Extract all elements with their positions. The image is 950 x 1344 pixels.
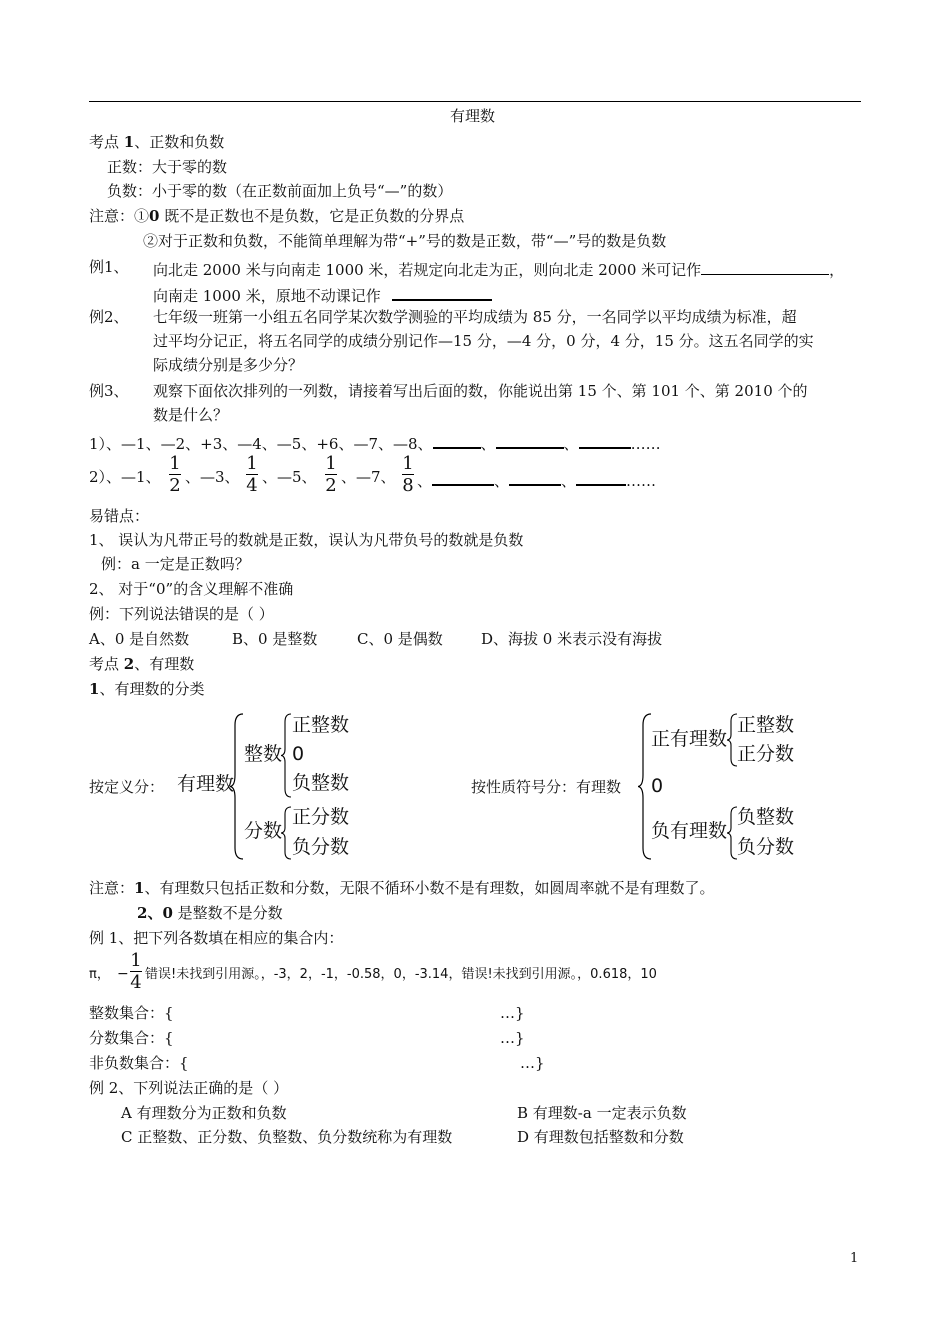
sets-example-heading: 例 1、把下列各数填在相应的集合内： — [89, 929, 344, 947]
fraction-set: 分数集合：{ — [89, 1029, 174, 1047]
choice-b: B 有理数-a 一定表示负数 — [517, 1104, 687, 1122]
sequence-2-sep: 、—5、 — [262, 468, 317, 486]
fraction-half: 1 2 — [325, 453, 337, 496]
note-sign: ②对于正数和负数，不能简单理解为带“+”号的数是正数，带“—”号的数是负数 — [143, 232, 667, 250]
rational-note-1: 注意：1、有理数只包括正数和分数，无限不循环小数不是有理数，如圆周率就不是有理数了。 — [89, 879, 715, 897]
class-def-zero: 0 — [292, 743, 305, 765]
errors-heading: 易错点： — [89, 507, 150, 525]
answer-blank[interactable] — [579, 433, 631, 449]
example-2-line1: 七年级一班第一小组五名同学某次数学测验的平均成绩为 85 分，一名同学以平均成绩为标准，超 — [153, 308, 797, 326]
nonnegative-set: 非负数集合：{ — [89, 1054, 189, 1072]
sequence-1: 1）、—1、—2、+3、—4、—5、+6、—7、—8、 、 、 …… — [89, 435, 661, 453]
class-sign-negative: 负有理数 — [651, 820, 728, 842]
example-1-line2: 向南走 1000 米，原地不动课记作 — [153, 285, 492, 304]
number-list: 错误!未找到引用源。，-3，2，-1，-0.58，0，-3.14，错误!未找到引用源。，0.618，10 — [145, 967, 657, 982]
class-def-label: 按定义分： — [89, 778, 165, 796]
error-2: 2、 对于“0”的含义理解不准确 — [89, 580, 294, 598]
note-zero: 注意：①0 既不是正数也不是负数，它是正负数的分界点 — [89, 207, 465, 225]
pi-symbol: π， — [89, 967, 110, 982]
answer-blank[interactable] — [433, 433, 481, 449]
page-number: 1 — [850, 1251, 859, 1266]
fraction-set-close: …} — [500, 1029, 525, 1047]
class-sign-neg-frac: 负分数 — [737, 836, 795, 858]
rational-note-2: 2、0 是整数不是分数 — [137, 904, 283, 922]
option-c: C、0 是偶数 — [357, 630, 443, 648]
integer-set-close: …} — [500, 1004, 525, 1022]
option-a: A、0 是自然数 — [89, 630, 190, 648]
class-def-neg-frac: 负分数 — [292, 836, 350, 858]
class-def-integer: 整数 — [244, 743, 283, 765]
example-1-label: 例1、 — [89, 258, 129, 276]
positive-definition: 正数：大于零的数 — [107, 158, 228, 176]
class-def-pos-frac: 正分数 — [292, 806, 350, 828]
answer-blank[interactable] — [701, 260, 829, 275]
error-2-example: 例：下列说法错误的是（ ） — [89, 605, 274, 623]
correct-example-heading: 例 2、下列说法正确的是（ ） — [89, 1079, 289, 1097]
integer-set: 整数集合：{ — [89, 1004, 174, 1022]
example-3-line1: 观察下面依次排列的一列数，请接着写出后面的数，你能说出第 15 个、第 101 个、第 2010 个的 — [153, 382, 808, 400]
choice-c: C 正整数、正分数、负整数、负分数统称为有理数 — [121, 1128, 453, 1146]
header-rule — [89, 101, 861, 102]
class-sign-pos-frac: 正分数 — [737, 743, 795, 765]
class-def-pos-int: 正整数 — [292, 714, 350, 736]
fraction-quarter: 1 4 — [246, 453, 258, 496]
answer-blank[interactable] — [392, 285, 492, 301]
section-2-heading: 考点 2、有理数 — [89, 655, 195, 673]
page-title: 有理数 — [450, 107, 496, 125]
option-d: D、海拔 0 米表示没有海拔 — [481, 630, 663, 648]
example-3-label: 例3、 — [89, 382, 129, 400]
section-1-heading: 考点 1、正数和负数 — [89, 133, 225, 151]
class-sign-pos-int: 正整数 — [737, 714, 795, 736]
sequence-2-blanks: 、 、 、 …… — [417, 472, 657, 490]
fraction-eighth: 1 8 — [402, 453, 414, 496]
sequence-2-sep: 、—3、 — [185, 468, 240, 486]
class-def-neg-int: 负整数 — [292, 772, 350, 794]
choice-a: A 有理数分为正数和负数 — [121, 1104, 287, 1122]
example-3-line2: 数是什么？ — [153, 406, 229, 424]
example-2-line2: 过平均分记正，将五名同学的成绩分别记作—15 分，—4 分，0 分，4 分，15 分。这五名同学的实 — [153, 332, 814, 350]
class-def-fraction: 分数 — [244, 820, 283, 842]
example-2-line3: 际成绩分别是多少分？ — [153, 356, 304, 374]
answer-blank[interactable] — [496, 433, 564, 449]
error-1: 1、 误认为凡带正号的数就是正数，误认为凡带负号的数就是负数 — [89, 531, 524, 549]
class-sign-zero: 0 — [651, 775, 664, 797]
nonnegative-set-close: …} — [520, 1054, 545, 1072]
choice-d: D 有理数包括整数和分数 — [517, 1128, 684, 1146]
sequence-2-start: 2）、—1、 — [89, 468, 161, 486]
example-1-line1: 向北走 2000 米与向南走 1000 米，若规定向北走为正，则向北走 2000 米可记作 ， — [153, 261, 845, 279]
class-sign-positive: 正有理数 — [651, 728, 728, 750]
class-def-root: 有理数 — [177, 773, 235, 795]
class-sign-neg-int: 负整数 — [737, 806, 795, 828]
negative-definition: 负数：小于零的数（在正数前面加上负号“—”的数） — [107, 182, 453, 200]
error-1-example: 例：a 一定是正数吗？ — [101, 555, 250, 573]
example-2-label: 例2、 — [89, 308, 129, 326]
fraction-half: 1 2 — [169, 453, 181, 496]
minus-sign: − — [117, 966, 129, 982]
classification-heading: 1、有理数的分类 — [89, 680, 205, 698]
class-sign-label: 按性质符号分：有理数 — [471, 778, 622, 796]
answer-blank[interactable] — [432, 470, 494, 486]
answer-blank[interactable] — [576, 470, 626, 486]
sequence-2-sep: 、—7、 — [341, 468, 396, 486]
fraction-quarter: 1 4 — [130, 950, 142, 993]
option-b: B、0 是整数 — [232, 630, 318, 648]
answer-blank[interactable] — [509, 470, 561, 486]
